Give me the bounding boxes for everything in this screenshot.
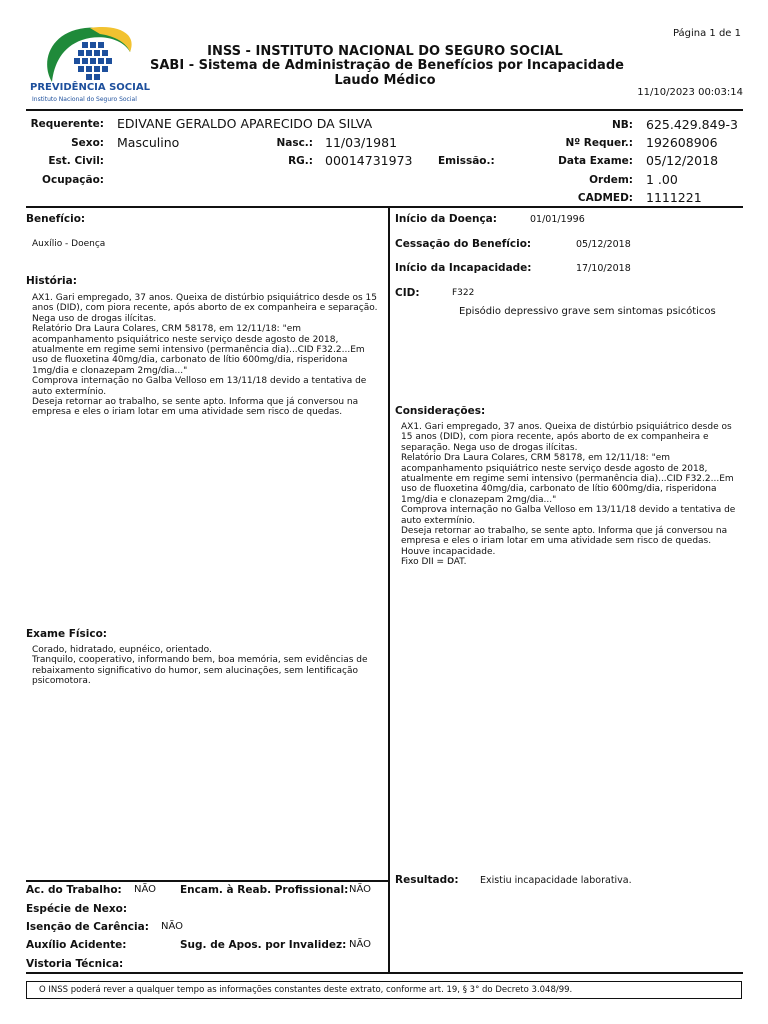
logo-subtitle: Instituto Nacional do Seguro Social [32, 96, 137, 103]
inicio-incapacidade-value: 17/10/2018 [576, 263, 631, 274]
isencao-label: Isenção de Carência: [26, 921, 149, 933]
nreq-value: 192608906 [646, 135, 718, 150]
cid-code: F322 [452, 288, 475, 298]
ordem-label: Ordem: [589, 174, 633, 186]
encam-label: Encam. à Reab. Profissional: [180, 884, 349, 896]
cessacao-value: 05/12/2018 [576, 239, 631, 250]
beneficio-label: Benefício: [26, 213, 86, 225]
disclaimer-text: O INSS poderá rever a qualquer tempo as informações constantes deste extrato, conforme art. 19, § 3° do Decreto 3.048/99. [39, 985, 573, 995]
requerente-label: Requerente: [30, 118, 104, 130]
inss-logo [30, 22, 155, 108]
inicio-doenca-value: 01/01/1996 [530, 214, 585, 225]
auxilio-acidente-label: Auxílio Acidente: [26, 939, 127, 951]
print-datetime: 11/10/2023 00:03:14 [637, 87, 743, 98]
page-number: Página 1 de 1 [672, 28, 741, 39]
sexo-label: Sexo: [71, 137, 104, 149]
inicio-incapacidade-label: Início da Incapacidade: [395, 262, 532, 274]
nb-label: NB: [612, 119, 633, 131]
inicio-doenca-label: Início da Doença: [395, 213, 497, 225]
emissao-label: Emissão.: [438, 155, 495, 167]
nreq-label: Nº Requer.: [565, 137, 633, 149]
ordem-value: 1 .00 [646, 172, 678, 187]
dataexame-value: 05/12/2018 [646, 153, 719, 168]
sug-apos-value: NÃO [349, 939, 372, 950]
column-divider [388, 207, 390, 972]
header-title-1: INSS - INSTITUTO NACIONAL DO SEGURO SOCIAL [207, 44, 563, 59]
logo-brand: PREVIDÊNCIA SOCIAL [30, 82, 150, 93]
resultado-label: Resultado: [395, 874, 459, 886]
encam-value: NÃO [349, 884, 372, 895]
exame-fisico-label: Exame Físico: [26, 628, 108, 640]
nasc-label: Nasc.: [276, 137, 313, 149]
cadmed-value: 1111221 [646, 190, 702, 205]
disclaimer-box [26, 981, 742, 999]
cadmed-label: CADMED: [577, 192, 633, 204]
estcivil-label: Est. Civil: [48, 155, 104, 167]
ident-divider [26, 206, 743, 208]
nb-value: 625.429.849-3 [646, 117, 738, 132]
requerente-value: EDIVANE GERALDO APARECIDO DA SILVA [117, 116, 373, 131]
consideracoes-text: AX1. Gari empregado, 37 anos. Queixa de distúrbio psiquiátrico desde os 15 anos (DID), com piora recente, após aborto de ex companheira e separação. Nega uso de drogas ilícitas. Relatório Dra Laura Colares, CRM 58178, em 12/11/18: "em acompanhamento psiquiátrico neste serviço desde agosto de 2018, atualmente em regime semi intensivo (permanência dia)...CID F32.2...Em uso de fluoxetina 40mg/dia, carbonato de lítio 600mg/dia, risperidona 1mg/dia e clonazepam 2mg/dia..." Comprova internação no Galba Velloso em 13/11/18 devido a tentativa de auto extermínio. Deseja retornar ao trabalho, se sente apto. Informa que já conversou na empresa e eles o iriam lotar em uma atividade sem risco de quedas. Houve incapacidade. Fixo DII = DAT. [401, 422, 736, 568]
top-divider [26, 109, 743, 111]
isencao-value: NÃO [161, 921, 184, 932]
rg-label: RG.: [288, 155, 313, 167]
beneficio-value: Auxílio - Doença [32, 239, 106, 249]
bottom-divider [26, 972, 743, 974]
nasc-value: 11/03/1981 [325, 135, 398, 150]
dataexame-label: Data Exame: [558, 155, 633, 167]
header-title-2: SABI - Sistema de Administração de Benefícios por Incapacidade [150, 58, 624, 73]
historia-label: História: [26, 275, 77, 287]
sexo-value: Masculino [117, 135, 180, 150]
historia-text: AX1. Gari empregado, 37 anos. Queixa de distúrbio psiquiátrico desde os 15 anos (DID), com piora recente, após aborto de ex companheira e separação. Nega uso de drogas ilícitas. Relatório Dra Laura Colares, CRM 58178, em 12/11/18: "em acompanhamento psiquiátrico neste serviço desde agosto de 2018, atualmente em regime semi intensivo (permanência dia)...CID F32.2...Em uso de fluoxetina 40mg/dia, carbonato de lítio 600mg/dia, risperidona 1mg/dia e clonazepam 2mg/dia..." Comprova internação no Galba Velloso em 13/11/18 devido a tentativa de auto extermínio. Deseja retornar ao trabalho, se sente apto. Informa que já conversou na empresa e eles o iriam lotar em uma atividade sem risco de quedas. [32, 293, 378, 418]
header-title-3: Laudo Médico [334, 73, 436, 88]
cid-label: CID: [395, 287, 420, 299]
cessacao-label: Cessação do Benefício: [395, 238, 532, 250]
especie-nexo-label: Espécie de Nexo: [26, 903, 128, 915]
sug-apos-label: Sug. de Apos. por Invalidez: [180, 939, 347, 951]
rg-value: 00014731973 [325, 153, 413, 168]
ocupacao-label: Ocupação: [42, 174, 104, 186]
exame-fisico-text: Corado, hidratado, eupnéico, orientado. Tranquilo, cooperativo, informando bem, boa memória, sem evidências de rebaixamento significativo do humor, sem alucinações, sem lentificação psicomotora. [32, 645, 368, 687]
ac-trabalho-label: Ac. do Trabalho: [26, 884, 122, 896]
previdencia-emblem-icon [30, 22, 155, 86]
vistoria-label: Vistoria Técnica: [26, 958, 124, 970]
ac-trabalho-value: NÃO [134, 884, 157, 895]
resultado-value: Existiu incapacidade laborativa. [480, 875, 632, 886]
cid-description: Episódio depressivo grave sem sintomas psicóticos [459, 306, 716, 317]
left-bottom-divider [26, 880, 388, 882]
consideracoes-label: Considerações: [395, 405, 486, 417]
